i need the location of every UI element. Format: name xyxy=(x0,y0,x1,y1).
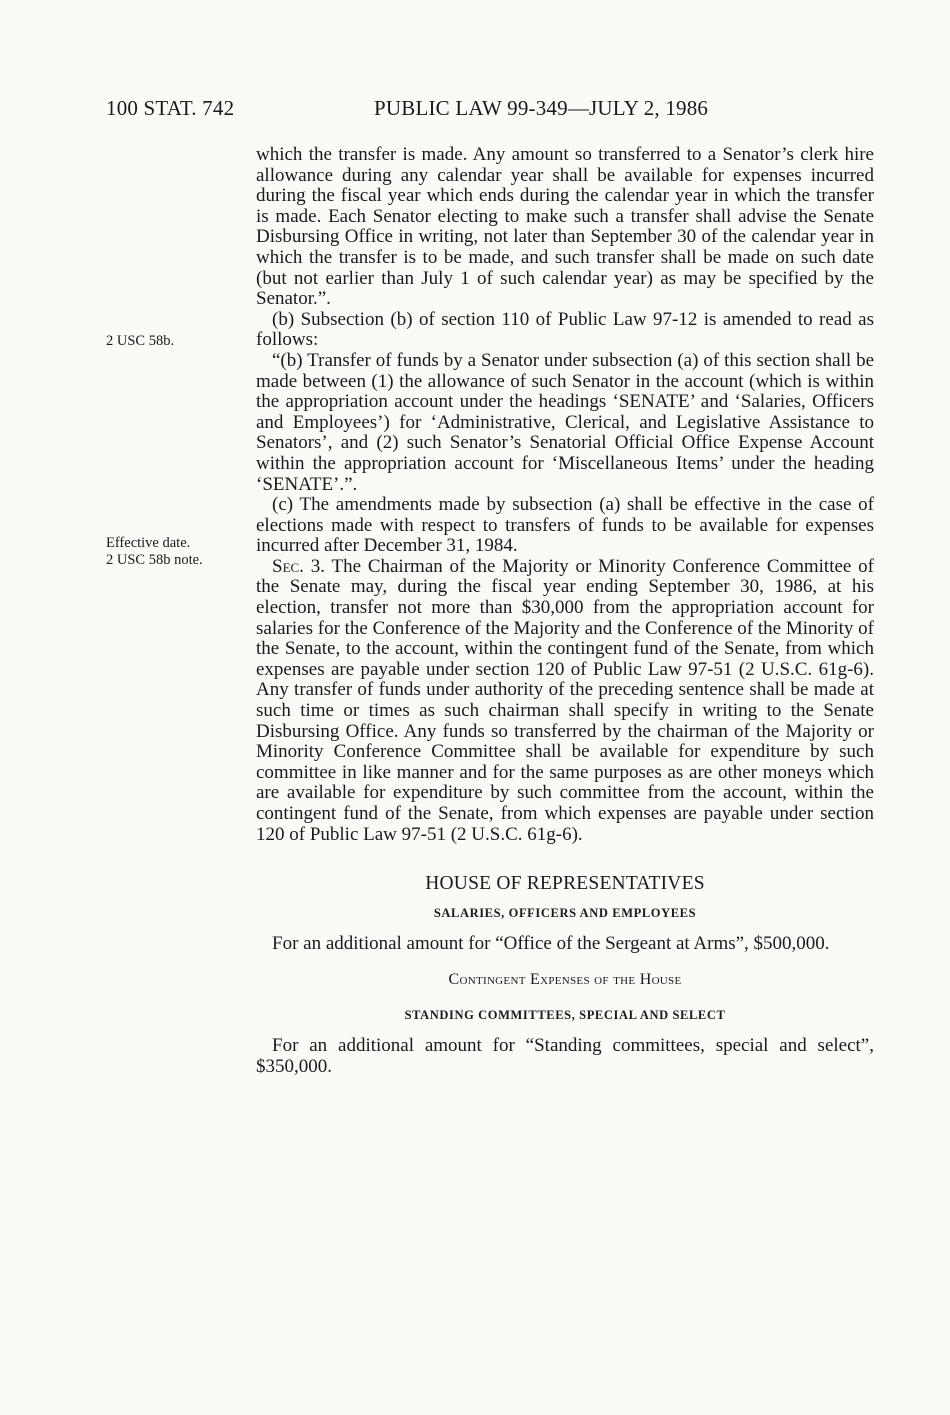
contingent-expenses-heading: Contingent Expenses of the House xyxy=(448,970,682,988)
paragraph-continuation: which the transfer is made. Any amount so transferred to a Senator’s clerk hire allowance during any calendar year shall be available for expenses incurred during the fiscal year which ends during the calendar year in which the transfer is made. Each Senator electing to make such a transfer shall advise the Senate Disbursing Office in writing, not later than September 30 of the calendar year in which the transfer is to be made, and such transfer shall be made on such date (but not earlier than July 1 of such calendar year) as may be specified by the Senator.”. xyxy=(256,144,874,310)
paragraph-section-3 xyxy=(256,557,874,845)
body-text xyxy=(256,145,874,1077)
section-label: Sec. 3. xyxy=(272,555,325,577)
law-title: PUBLIC LAW 99-349—JULY 2, 1986 xyxy=(374,96,709,120)
paragraph-subsection-c: (c) The amendments made by subsection (a) shall be effective in the case of elections made with respect to transfers of funds to be available for expenses incurred after December 31, 1984. xyxy=(256,494,874,557)
house-heading: HOUSE OF REPRESENTATIVES xyxy=(425,873,705,895)
paragraph-standing-committees: For an additional amount for “Standing committees, special and select”, $350,000. xyxy=(256,1035,874,1077)
margin-note-usc-58b: 2 USC 58b. xyxy=(106,333,175,349)
paragraph-subsection-b: (b) Subsection (b) of section 110 of Public Law 97-12 is amended to read as follows: xyxy=(256,308,874,351)
paragraph-sergeant-at-arms: For an additional amount for “Office of the Sergeant at Arms”, $500,000. xyxy=(272,933,830,955)
margin-note-usc-58b-note: 2 USC 58b note. xyxy=(106,552,203,568)
salaries-heading: SALARIES, OFFICERS AND EMPLOYEES xyxy=(433,905,697,920)
paragraph-quoted-subsection: “(b) Transfer of funds by a Senator under subsection (a) of this section shall be made between (1) the allowance of such Senator in the account (which is within the appropriation account under the headings ‘SENATE’ and ‘Salaries, Officers and Employees’) for ‘Administrative, Clerical, and Legislative Assistance to Senators’, and (2) such Senator’s Senatorial Official Office Expense Account within the appropriation account for ‘Miscellaneous Items’ under the heading ‘SENATE’.”. xyxy=(256,349,874,495)
margin-note-effective-date: Effective date. xyxy=(106,535,191,551)
standing-committees-heading: STANDING COMMITTEES, SPECIAL AND SELECT xyxy=(404,1007,726,1022)
section-3-text: The Chairman of the Majority or Minority Conference Committee of the Senate may, during the fiscal year ending September 30, 1986, at his election, transfer not more than $30,000 from the appropriation account for salaries for the Conference of the Majority and the Conference of the Minority of the Senate, to the account, within the contingent fund of the Senate, from which expenses are payable under section 120 of Public Law 97-51 (2 U.S.C. 61g-6). Any transfer of funds under authority of the preceding sentence shall be made at such time or times as such chairman shall specify in writing to the Senate Disbursing Office. Any funds so transferred by the chairman of the Majority or Minority Conference Committee shall be available for expenditure by such committee in like manner and for the same purposes as are other moneys which are available for expenditure by such committee from the account, within the contingent fund of the Senate, from which expenses are payable under section 120 of Public Law 97-51 (2 U.S.C. 61g-6). xyxy=(256,555,874,845)
stat-citation: 100 STAT. 742 xyxy=(106,96,235,120)
